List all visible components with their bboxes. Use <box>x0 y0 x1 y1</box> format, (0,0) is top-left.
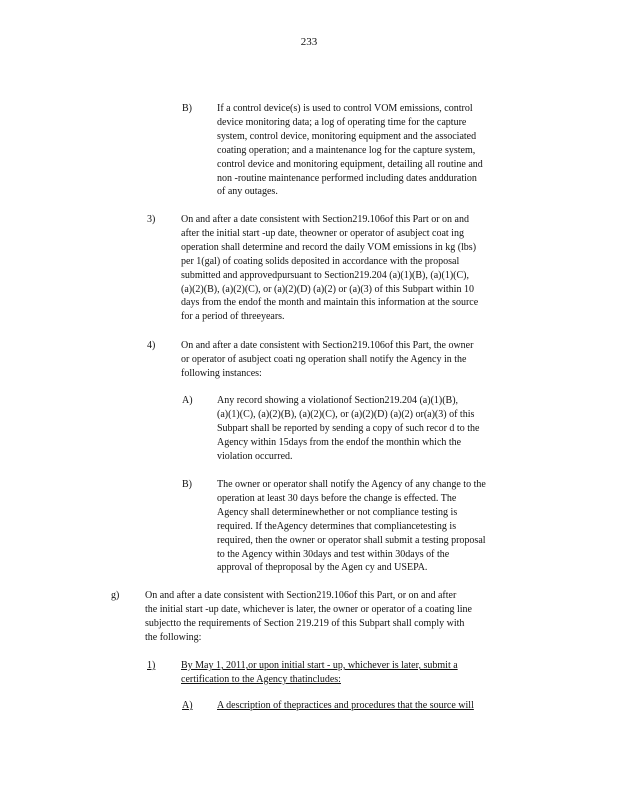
text-line: On and after a date consistent with Section219.106of this Part, the owner <box>181 340 474 351</box>
text-line: If a control device(s) is used to control VOM emissions, control <box>217 103 473 114</box>
item-marker: A) <box>182 395 193 406</box>
text-line: Subpart shall be reported by sending a copy of such recor d to the <box>217 422 480 434</box>
item-marker: 4) <box>147 340 156 351</box>
text-line: to the Agency within 30days and test within 30days of the <box>217 548 450 560</box>
text-line: required, then the owner or operator shall submit a testing proposal <box>217 534 486 546</box>
item-marker: 3) <box>147 214 156 225</box>
text-line: the following: <box>145 631 202 643</box>
text-line: On and after a date consistent with Section219.106of this Part, or on and after <box>145 590 457 601</box>
item-marker: g) <box>111 590 120 601</box>
paragraph-g-coating-line <box>145 589 525 645</box>
paragraph-3-daily-vom <box>181 213 535 324</box>
text-line: per 1(gal) of coating solids deposited in accordance with the proposal <box>181 255 460 267</box>
text-line: operation at least 30 days before the change is effected. The <box>217 492 457 504</box>
item-marker: 1) <box>147 660 156 671</box>
page-number: 233 <box>300 36 318 48</box>
text-line: non -routine maintenance performed including dates andduration <box>217 172 477 184</box>
text-line: for a period of threeyears. <box>181 311 285 323</box>
item-marker: A) <box>182 700 193 711</box>
text-line: Agency shall determinewhether or not compliance testing is <box>217 506 458 518</box>
paragraph-1-certification <box>181 659 514 687</box>
text-line: Any record showing a violationof Section219.204 (a)(1)(B), <box>217 395 459 406</box>
text-line: certification to the Agency thatincludes: <box>181 673 341 685</box>
text-line: Agency within 15days from the endof the monthin which the <box>217 436 462 448</box>
text-line: system, control device, monitoring equipment and the associated <box>217 130 477 142</box>
text-line: violation occurred. <box>217 450 293 462</box>
text-line: device monitoring data; a log of operating time for the capture <box>217 116 467 128</box>
paragraph-4-notify-agency <box>181 339 535 381</box>
paragraph-b-change-notice <box>217 478 543 575</box>
text-line: or operator of asubject coati ng operation shall notify the Agency in the <box>181 353 467 365</box>
text-line: of any outages. <box>217 186 278 198</box>
text-line: The owner or operator shall notify the Agency of any change to the <box>217 479 486 490</box>
text-line: the initial start -up date, whichever is later, the owner or operator of a coating line <box>145 603 472 615</box>
text-line: A description of thepractices and procedures that the source will <box>217 700 474 711</box>
text-line: operation shall determine and record the daily VOM emissions in kg (lbs) <box>181 241 477 253</box>
text-line: (a)(1)(C), (a)(2)(B), (a)(2)(C), or (a)(2)(D) (a)(2) or(a)(3) of this <box>217 408 475 420</box>
text-line: after the initial start -up date, theowner or operator of asubject coat ing <box>181 227 464 239</box>
text-line: By May 1, 2011,or upon initial start - up, whichever is later, submit a <box>181 660 458 671</box>
item-marker: B) <box>182 479 192 490</box>
text-line: required. If theAgency determines that compliancetesting is <box>217 520 457 532</box>
paragraph-b-control-device <box>217 102 537 199</box>
text-line: submitted and approvedpursuant to Section219.204 (a)(1)(B), (a)(1)(C), <box>181 269 469 281</box>
text-line: days from the endof the month and maintain this information at the source <box>181 297 479 309</box>
text-line: control device and monitoring equipment, detailing all routine and <box>217 158 483 170</box>
text-line: subjectto the requirements of Section 219.219 of this Subpart shall comply with <box>145 617 465 629</box>
text-line: approval of theproposal by the Agen cy and USEPA. <box>217 562 428 574</box>
text-line: coating operation; and a maintenance log for the capture system, <box>217 144 476 156</box>
paragraph-a-practices-procedures <box>217 699 529 713</box>
text-line: On and after a date consistent with Section219.106of this Part or on and <box>181 214 469 225</box>
item-marker: B) <box>182 103 192 114</box>
text-line: following instances: <box>181 367 262 379</box>
paragraph-a-violation-record <box>217 394 535 464</box>
text-line: (a)(2)(B), (a)(2)(C), or (a)(2)(D) (a)(2) or (a)(3) of this Subpart within 10 <box>181 283 474 295</box>
